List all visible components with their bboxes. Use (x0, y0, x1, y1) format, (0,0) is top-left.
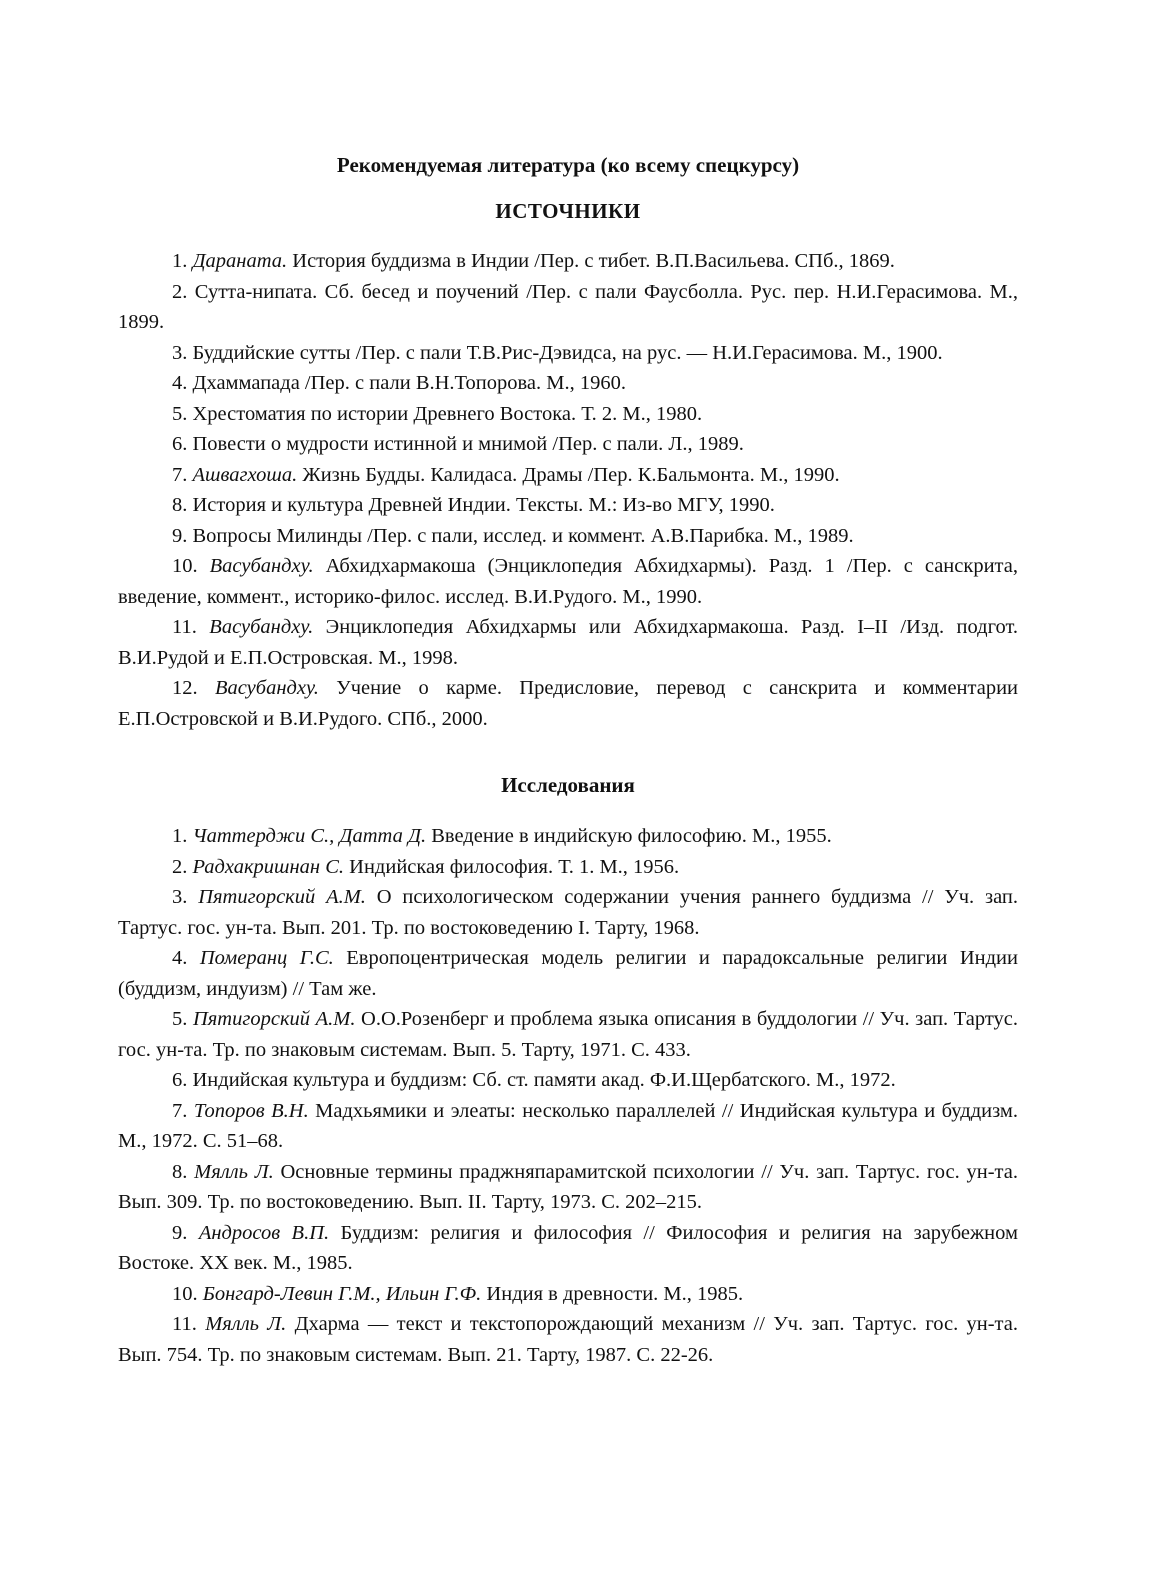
author-name: Бонгард-Левин Г.М., Ильин Г.Ф. (202, 1282, 482, 1305)
list-item: 4. Дхаммапада /Пер. с пали В.Н.Топорова. М., 1960. (172, 372, 626, 394)
author-name: Васубандху. (209, 616, 314, 638)
author-name: Чаттерджи С., Датта Д. (192, 825, 427, 847)
list-item: 7. Топоров В.Н. Мадхьямики и элеаты: несколько параллелей // Индийская культура и буддизм. М., 1972. С. 51–68. (118, 1099, 1019, 1152)
author-name: Радхакришнан С. (192, 855, 345, 878)
list-item: 5. Пятигорский А.М. О.О.Розенберг и проблема языка описания в буддологии // Уч. зап. Тартус. гос. ун-та. Тр. по знаковым системам. Вып. 5. Тарту, 1971. С. 433. (118, 1008, 1019, 1061)
page-title: Рекомендуемая литература (ко всему спецкурсу) (336, 153, 800, 177)
list-item: 2. Радхакришнан С. Индийская философия. Т. 1. М., 1956. (172, 855, 680, 878)
sources-heading: ИСТОЧНИКИ (495, 199, 641, 223)
list-item: 10. Бонгард-Левин Г.М., Ильин Г.Ф. Индия в древности. М., 1985. (172, 1282, 744, 1305)
author-name: Мялль Л. (205, 1313, 287, 1335)
list-item: 3. Пятигорский А.М. О психологическом содержании учения раннего буддизма // Уч. зап. Тартус. гос. ун-та. Вып. 201. Тр. по востоковедению I. Тарту, 1968. (118, 886, 1018, 939)
list-item: 2. Сутта-нипата. Сб. бесед и поучений /Пер. с пали Фаусболла. Рус. пер. Н.И.Герасимова. М., 1899. (118, 280, 1018, 333)
list-item: 3. Буддийские сутты /Пер. с пали Т.В.Рис-Дэвидса, на рус. — Н.И.Герасимова. М., 1900. (172, 341, 943, 364)
list-item: 6. Повести о мудрости истинной и мнимой /Пер. с пали. Л., 1989. (172, 433, 744, 455)
sources-list (118, 246, 1018, 734)
list-item: 11. Васубандху. Энциклопедия Абхидхармы или Абхидхармакоша. Разд. I–II /Изд. подгот. В.И.Рудой и Е.П.Островская. М., 1998. (118, 616, 1019, 669)
list-item: 7. Ашвагхоша. Жизнь Будды. Калидаса. Драмы /Пер. К.Бальмонта. М., 1990. (172, 463, 840, 486)
author-name: Топоров В.Н. (193, 1099, 309, 1122)
list-item: 1. Дараната. История буддизма в Индии /Пер. с тибет. В.П.Васильева. СПб., 1869. (172, 250, 895, 272)
research-heading: Исследования (501, 773, 635, 797)
author-name: Померанц Г.С. (199, 947, 334, 969)
list-item: 8. История и культура Древней Индии. Тексты. М.: Из-во МГУ, 1990. (172, 494, 775, 516)
research-list (118, 821, 1018, 1370)
list-item: 9. Вопросы Милинды /Пер. с пали, исслед. и коммент. А.В.Парибка. М., 1989. (172, 524, 854, 547)
list-item: 11. Мялль Л. Дхарма — текст и текстопорождающий механизм // Уч. зап. Тартус. гос. ун-та. Вып. 754. Тр. по знаковым системам. Вып. 21. Тарту, 1987. С. 22-26. (118, 1313, 1018, 1366)
author-name: Ашвагхоша. (192, 463, 298, 486)
list-item: 4. Померанц Г.С. Европоцентрическая модель религии и парадоксальные религии Индии (буддизм, индуизм) // Там же. (118, 947, 1018, 1000)
list-item: 12. Васубандху. Учение о карме. Предисловие, перевод с санскрита и комментарии Е.П.Островской и В.И.Рудого. СПб., 2000. (118, 677, 1019, 730)
author-name: Пятигорский А.М. (198, 886, 366, 908)
list-item: 5. Хрестоматия по истории Древнего Востока. Т. 2. М., 1980. (172, 402, 703, 425)
list-item: 10. Васубандху. Абхидхармакоша (Энциклопедия Абхидхармы). Разд. 1 /Пер. с санскрита, введение, коммент., историко-филос. исслед. В.И.Рудого. М., 1990. (118, 555, 1018, 608)
list-item: 6. Индийская культура и буддизм: Сб. ст. памяти акад. Ф.И.Щербатского. М., 1972. (172, 1069, 896, 1091)
author-name: Андросов В.П. (198, 1221, 330, 1244)
author-name: Васубандху. (214, 677, 319, 699)
list-item: 1. Чаттерджи С., Датта Д. Введение в индийскую философию. М., 1955. (172, 825, 832, 847)
document-page (118, 140, 1018, 1370)
author-name: Пятигорский А.М. (192, 1008, 356, 1030)
author-name: Мялль Л. (194, 1160, 274, 1183)
author-name: Дараната. (192, 250, 288, 272)
list-item: 8. Мялль Л. Основные термины праджняпарамитской психологии // Уч. зап. Тартус. гос. ун-та. Вып. 309. Тр. по востоковедению. Вып. II. Тарту, 1973. С. 202–215. (118, 1160, 1018, 1213)
list-item: 9. Андросов В.П. Буддизм: религия и философия // Философия и религия на зарубежном Востоке. XX век. М., 1985. (118, 1221, 1018, 1274)
author-name: Васубандху. (209, 555, 314, 577)
